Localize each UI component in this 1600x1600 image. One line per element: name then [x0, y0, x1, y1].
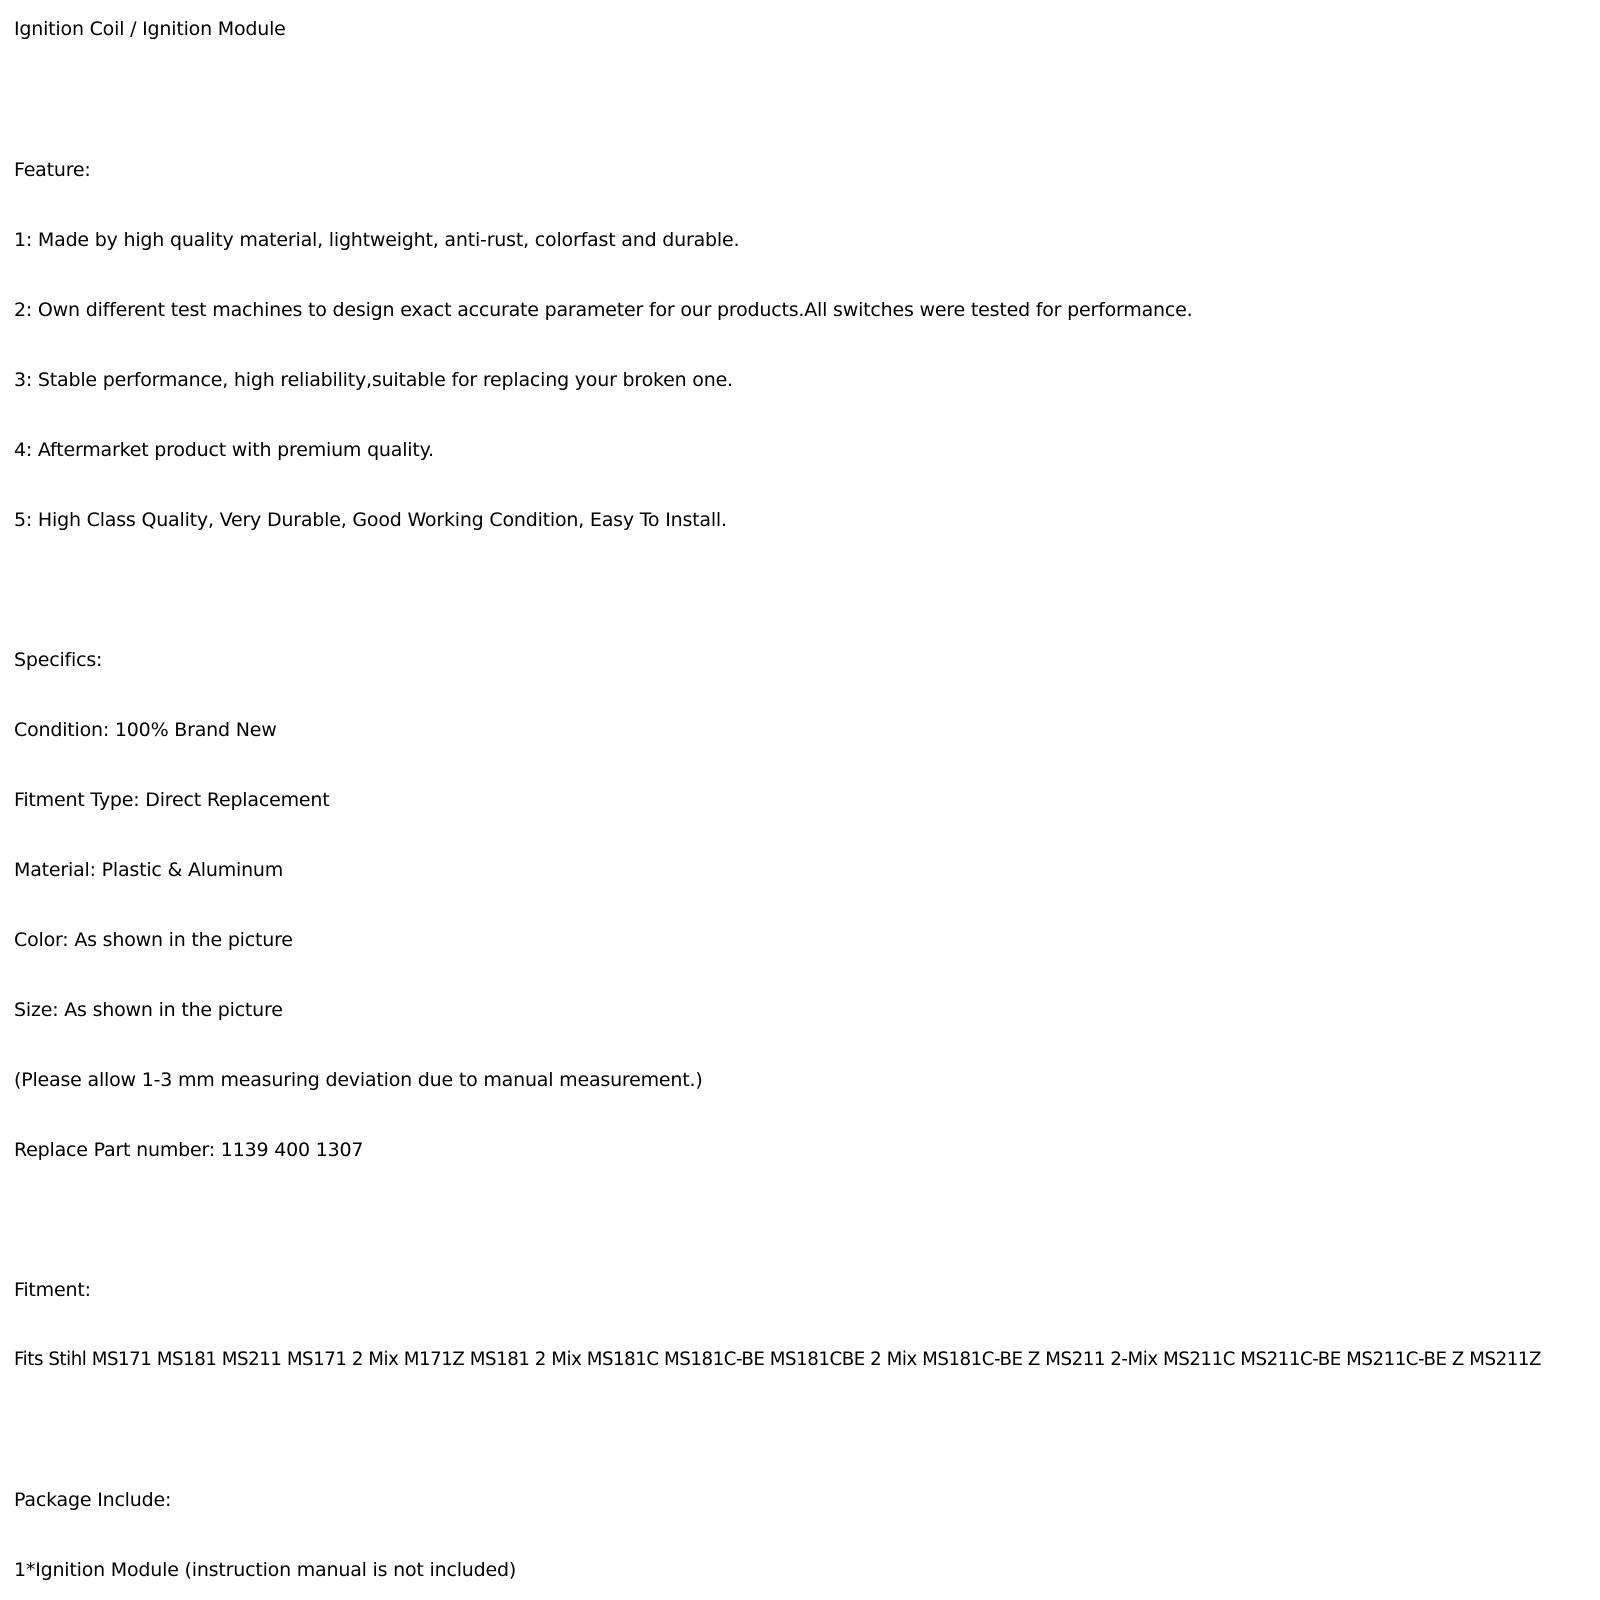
specifics-item: Replace Part number: 1139 400 1307 [14, 1139, 364, 1161]
feature-item: 5: High Class Quality, Very Durable, Good Working Condition, Easy To Install. [14, 509, 727, 531]
fitment-models: Fits Stihl MS171 MS181 MS211 MS171 2 Mix M171Z MS181 2 Mix MS181C MS181C-BE MS181CBE 2 Mix MS181C-BE Z MS211 2-Mix MS211C MS211C-BE MS211C-BE Z MS211Z [14, 1349, 1541, 1370]
package-item: 1*Ignition Module (instruction manual is not included) [14, 1559, 517, 1581]
specifics-item: Size: As shown in the picture [14, 999, 283, 1021]
specifics-item: Fitment Type: Direct Replacement [14, 789, 330, 811]
feature-item: 3: Stable performance, high reliability,suitable for replacing your broken one. [14, 369, 733, 391]
fitment-heading: Fitment: [14, 1279, 91, 1301]
specifics-item: Material: Plastic & Aluminum [14, 859, 284, 881]
specifics-item: (Please allow 1-3 mm measuring deviation due to manual measurement.) [14, 1069, 703, 1091]
feature-item: 1: Made by high quality material, lightweight, anti-rust, colorfast and durable. [14, 229, 740, 251]
specifics-item: Condition: 100% Brand New [14, 719, 277, 741]
feature-heading: Feature: [14, 159, 91, 181]
feature-item: 4: Aftermarket product with premium quality. [14, 439, 434, 461]
document-title: Ignition Coil / Ignition Module [14, 18, 286, 40]
feature-item: 2: Own different test machines to design exact accurate parameter for our products.All switches were tested for performance. [14, 299, 1193, 321]
package-heading: Package Include: [14, 1489, 172, 1511]
specifics-heading: Specifics: [14, 649, 103, 671]
specifics-item: Color: As shown in the picture [14, 929, 293, 951]
